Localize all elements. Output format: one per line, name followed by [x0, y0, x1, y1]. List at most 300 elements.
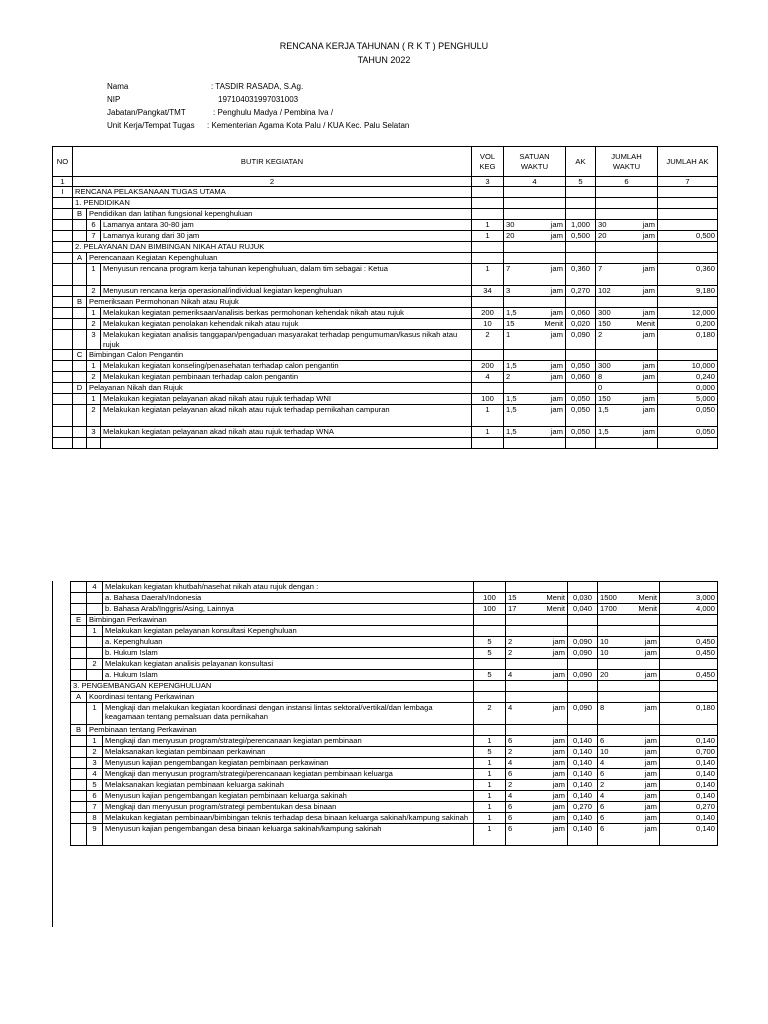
row-ak: 0,140 [568, 758, 598, 769]
row-jumlah-ak: 0,180 [658, 330, 718, 350]
row-jumlah-ak [658, 242, 718, 253]
row-ak: 0,140 [568, 813, 598, 824]
row-item-number: 1 [87, 361, 101, 372]
row-item-number: 1 [87, 736, 103, 747]
table-row [71, 659, 718, 670]
row-vol [474, 725, 506, 736]
row-no [53, 438, 73, 449]
row-vol: 5 [474, 747, 506, 758]
page2-left-border [52, 581, 53, 927]
row-item-number: 2 [87, 659, 103, 670]
row-activity: b. Hukum Islam [103, 648, 474, 659]
row-satuan-waktu-value: 2 [506, 372, 511, 382]
table-row [53, 264, 718, 286]
row-jumlah-ak: 0,450 [660, 637, 718, 648]
row-vol [474, 582, 506, 593]
row-jumlah-waktu [598, 626, 660, 637]
row-jumlah-waktu [598, 692, 660, 703]
row-jumlah-ak: 0,200 [658, 319, 718, 330]
row-jumlah-waktu-value: 8 [598, 372, 603, 382]
row-satuan-waktu [506, 670, 568, 681]
row-satuan-waktu-unit: jam [552, 802, 565, 811]
row-satuan-waktu-unit: jam [552, 747, 565, 756]
row-jumlah-ak: 0,140 [660, 758, 718, 769]
row-section [73, 286, 87, 297]
row-jumlah-waktu-value: 7 [598, 264, 603, 274]
row-jumlah-waktu [598, 725, 660, 736]
row-ak: 0,050 [566, 394, 596, 405]
row-satuan-waktu-unit: Menit [546, 593, 565, 602]
row-satuan-waktu-value: 6 [508, 813, 513, 822]
row-section [73, 438, 87, 449]
row-jumlah-waktu [596, 350, 658, 361]
row-jumlah-waktu [596, 264, 658, 286]
row-satuan-waktu [506, 780, 568, 791]
row-jumlah-waktu-value: 8 [600, 703, 605, 712]
row-satuan-waktu-value: 20 [506, 231, 515, 241]
unit-value: : Kementerian Agama Kota Palu / KUA Kec. Palu Selatan [207, 121, 410, 130]
row-ak: 1,000 [566, 220, 596, 231]
row-satuan-waktu-value: 1,5 [506, 394, 517, 404]
row-jumlah-waktu-value: 1,5 [598, 405, 609, 415]
row-jumlah-waktu-value: 102 [598, 286, 611, 296]
row-jumlah-ak: 0,140 [660, 736, 718, 747]
row-jumlah-waktu [596, 231, 658, 242]
row-no [53, 297, 73, 308]
row-ak [568, 615, 598, 626]
row-jumlah-ak [658, 198, 718, 209]
row-activity: Lamanya kurang dari 30 jam [101, 231, 472, 242]
row-jumlah-ak: 12,000 [658, 308, 718, 319]
row-section-title: Pendidikan dan latihan fungsional kepenghuluan [87, 209, 472, 220]
row-satuan-waktu-unit: jam [550, 330, 563, 340]
table-row [53, 231, 718, 242]
col-jumlah-waktu: JUMLAH WAKTU [596, 147, 658, 177]
row-ak: 0,090 [568, 670, 598, 681]
row-item-number: 2 [87, 286, 101, 297]
row-activity: Melakukan kegiatan analisis tanggapan/pengaduan masyarakat terhadap pengumuman/kasus nikah atau rujuk [101, 330, 472, 350]
row-section-title: Pelayanan Nikah dan Rujuk [87, 383, 472, 394]
row-activity: Melakukan kegiatan khutbah/nasehat nikah atau rujuk dengan : [103, 582, 474, 593]
row-jumlah-waktu-unit: jam [644, 791, 657, 800]
table-row [71, 813, 718, 824]
row-section [71, 637, 87, 648]
row-satuan-waktu-value: 1,5 [506, 427, 517, 437]
row-section: A [71, 692, 87, 703]
row-section: E [71, 615, 87, 626]
row-satuan-waktu-value: 6 [508, 736, 513, 745]
row-jumlah-ak: 0,240 [658, 372, 718, 383]
row-jumlah-waktu [596, 438, 658, 449]
row-satuan-waktu-value: 30 [506, 220, 515, 230]
row-satuan-waktu-unit: jam [550, 231, 563, 241]
row-satuan-waktu-unit: jam [550, 394, 563, 404]
row-satuan-waktu-unit: jam [552, 758, 565, 767]
row-item-number: 1 [87, 626, 103, 637]
row-activity: Melaksanakan kegiatan pembinaan keluarga sakinah [103, 780, 474, 791]
row-activity: Melakukan kegiatan pelayanan akad nikah atau rujuk terhadap WNA [101, 427, 472, 438]
row-jumlah-waktu [598, 813, 660, 824]
row-no [53, 319, 73, 330]
row-vol [472, 253, 504, 264]
row-heading: 1. PENDIDIKAN [73, 198, 472, 209]
row-jumlah-ak [660, 681, 718, 692]
row-activity: Menyusun kajian pengembangan desa binaan keluarga sakinah/kampung sakinah [103, 824, 474, 846]
row-ak: 0,090 [568, 648, 598, 659]
row-satuan-waktu-unit: jam [552, 637, 565, 646]
row-no [53, 394, 73, 405]
table-row [71, 604, 718, 615]
row-vol: 10 [472, 319, 504, 330]
row-section [71, 736, 87, 747]
row-satuan-waktu-unit: jam [550, 286, 563, 296]
row-jumlah-waktu-unit: jam [642, 330, 655, 340]
table-row [71, 648, 718, 659]
row-jumlah-ak: 0,050 [658, 427, 718, 438]
row-jumlah-waktu-value: 6 [600, 736, 605, 745]
row-satuan-waktu [506, 802, 568, 813]
row-satuan-waktu [504, 231, 566, 242]
row-ak: 0,030 [568, 593, 598, 604]
row-section [73, 308, 87, 319]
row-ak [568, 582, 598, 593]
row-jumlah-waktu [596, 427, 658, 438]
row-jumlah-waktu [598, 703, 660, 725]
row-vol [472, 198, 504, 209]
row-satuan-waktu-value: 1 [506, 330, 511, 340]
row-satuan-waktu-value: 2 [508, 780, 513, 789]
row-satuan-waktu [506, 681, 568, 692]
row-item-number: 4 [87, 582, 103, 593]
table-row [53, 220, 718, 231]
row-jumlah-waktu-value: 6 [600, 824, 605, 833]
table-row [53, 198, 718, 209]
row-satuan-waktu [504, 242, 566, 253]
row-vol: 4 [472, 372, 504, 383]
row-activity: Menyusun kajian pengembangan kegiatan pembinaan perkawinan [103, 758, 474, 769]
row-item-number [87, 670, 103, 681]
row-section: C [73, 350, 87, 361]
row-section [73, 330, 87, 350]
row-jumlah-waktu-unit: jam [642, 427, 655, 437]
row-jumlah-waktu [598, 736, 660, 747]
row-satuan-waktu [504, 394, 566, 405]
row-section [71, 780, 87, 791]
row-vol: 5 [474, 670, 506, 681]
row-satuan-waktu-value: 3 [506, 286, 511, 296]
table-row [71, 736, 718, 747]
row-satuan-waktu [504, 253, 566, 264]
row-jumlah-waktu-unit: Menit [638, 593, 657, 602]
row-satuan-waktu-unit: jam [552, 736, 565, 745]
row-ak [566, 253, 596, 264]
row-item-number: 9 [87, 824, 103, 846]
row-satuan-waktu-value: 15 [506, 319, 515, 329]
row-satuan-waktu-value: 4 [508, 758, 513, 767]
row-satuan-waktu-unit: Menit [546, 604, 565, 613]
row-activity: Menyusun rencana program kerja tahunan kepenghuluan, dalam tim sebagai : Ketua [101, 264, 472, 286]
row-vol: 1 [474, 813, 506, 824]
row-jumlah-waktu-unit: jam [644, 637, 657, 646]
row-jumlah-waktu [596, 297, 658, 308]
row-section [73, 319, 87, 330]
row-satuan-waktu-unit: jam [552, 813, 565, 822]
jabatan-value: : Penghulu Madya / Pembina Iva / [213, 108, 334, 117]
row-jumlah-ak: 0,270 [660, 802, 718, 813]
row-satuan-waktu-value: 4 [508, 791, 513, 800]
table-row [71, 670, 718, 681]
row-jumlah-waktu-value: 6 [600, 769, 605, 778]
row-ak: 0,500 [566, 231, 596, 242]
row-activity: Melakukan kegiatan pembinaan/bimbingan teknis terhadap desa binaan keluarga sakinah/kampung sakinah [103, 813, 474, 824]
row-vol: 200 [472, 361, 504, 372]
row-jumlah-ak [658, 187, 718, 198]
nama-label: Nama [107, 82, 129, 91]
row-jumlah-waktu-value: 0 [598, 383, 603, 393]
row-jumlah-ak [658, 253, 718, 264]
row-jumlah-ak [658, 350, 718, 361]
row-jumlah-waktu [596, 187, 658, 198]
row-jumlah-ak: 0,140 [660, 824, 718, 846]
row-satuan-waktu-unit: jam [550, 372, 563, 382]
row-ak [568, 725, 598, 736]
row-jumlah-waktu-unit: Menit [638, 604, 657, 613]
row-jumlah-ak [660, 725, 718, 736]
row-jumlah-waktu-value: 300 [598, 361, 611, 371]
row-vol: 1 [472, 231, 504, 242]
row-jumlah-waktu [596, 405, 658, 427]
row-jumlah-waktu [598, 659, 660, 670]
row-jumlah-waktu-unit: jam [642, 361, 655, 371]
table-row [71, 725, 718, 736]
table-row [53, 350, 718, 361]
row-jumlah-waktu-value: 2 [598, 330, 603, 340]
row-ak [566, 242, 596, 253]
row-satuan-waktu-unit: jam [550, 427, 563, 437]
row-ak: 0,050 [566, 405, 596, 427]
row-satuan-waktu-value: 6 [508, 824, 513, 833]
row-section [71, 758, 87, 769]
row-satuan-waktu-value: 7 [506, 264, 511, 274]
row-jumlah-waktu-unit: jam [644, 813, 657, 822]
row-satuan-waktu-value: 1,5 [506, 308, 517, 318]
row-jumlah-waktu [596, 209, 658, 220]
row-satuan-waktu-unit: jam [552, 703, 565, 712]
row-jumlah-ak [660, 626, 718, 637]
row-vol [472, 242, 504, 253]
row-vol: 1 [474, 736, 506, 747]
row-vol: 1 [472, 405, 504, 427]
row-item-number: 1 [87, 264, 101, 286]
row-activity: Melakukan kegiatan pelayanan akad nikah atau rujuk terhadap WNI [101, 394, 472, 405]
row-jumlah-waktu [598, 681, 660, 692]
row-jumlah-ak [658, 220, 718, 231]
row-vol [474, 615, 506, 626]
table-row [53, 438, 718, 449]
row-section-title: Bimbingan Calon Pengantin [87, 350, 472, 361]
row-no [53, 308, 73, 319]
row-activity: a. Hukum Islam [103, 670, 474, 681]
row-no [53, 209, 73, 220]
row-vol: 2 [474, 703, 506, 725]
row-item-number: 6 [87, 791, 103, 802]
row-ak: 0,090 [566, 330, 596, 350]
row-jumlah-waktu [596, 242, 658, 253]
row-jumlah-ak: 0,450 [660, 648, 718, 659]
row-satuan-waktu [506, 582, 568, 593]
row-section-title: Pembinaan tentang Perkawinan [87, 725, 474, 736]
row-jumlah-waktu-value: 6 [600, 813, 605, 822]
row-satuan-waktu-unit: jam [552, 824, 565, 833]
row-section: D [73, 383, 87, 394]
row-section [71, 593, 87, 604]
row-satuan-waktu-value: 6 [508, 769, 513, 778]
table-row [53, 286, 718, 297]
row-item-number: 6 [87, 220, 101, 231]
activity-table-page2 [70, 581, 718, 846]
col-number: 6 [596, 177, 658, 187]
row-vol: 1 [472, 427, 504, 438]
row-jumlah-waktu-unit: jam [644, 670, 657, 679]
row-jumlah-waktu [596, 383, 658, 394]
row-jumlah-waktu-value: 6 [600, 802, 605, 811]
table-row [71, 747, 718, 758]
row-jumlah-waktu-value: 150 [598, 319, 611, 329]
unit-label: Unit Kerja/Tempat Tugas [107, 121, 195, 130]
row-jumlah-waktu [596, 394, 658, 405]
row-jumlah-waktu-value: 10 [600, 637, 609, 646]
row-jumlah-ak: 0,180 [660, 703, 718, 725]
row-satuan-waktu [506, 604, 568, 615]
row-satuan-waktu-value: 17 [508, 604, 517, 613]
row-ak [566, 350, 596, 361]
col-number: 4 [504, 177, 566, 187]
row-section [71, 802, 87, 813]
table-row [71, 802, 718, 813]
row-section [71, 582, 87, 593]
row-satuan-waktu-value: 15 [508, 593, 517, 602]
row-jumlah-ak: 4,000 [660, 604, 718, 615]
row-ak: 0,050 [566, 427, 596, 438]
table-row [71, 593, 718, 604]
row-satuan-waktu [504, 308, 566, 319]
row-satuan-waktu [504, 187, 566, 198]
row-jumlah-waktu [598, 791, 660, 802]
nip-label: NIP [107, 95, 121, 104]
row-activity: Mengkaji dan melakukan kegiatan koordinasi dengan instansi lintas sektoral/vertikal/dan lembaga keagamaan tentang pemalsuan data pernikahan [103, 703, 474, 725]
row-satuan-waktu-unit: jam [552, 670, 565, 679]
row-jumlah-waktu [598, 747, 660, 758]
row-item-number [87, 604, 103, 615]
row-jumlah-waktu [596, 361, 658, 372]
row-jumlah-waktu-value: 300 [598, 308, 611, 318]
row-satuan-waktu [504, 383, 566, 394]
row-ak [566, 198, 596, 209]
row-vol: 100 [472, 394, 504, 405]
row-section [71, 626, 87, 637]
row-jumlah-waktu-unit: jam [644, 758, 657, 767]
row-satuan-waktu [504, 361, 566, 372]
row-section-title: Koordinasi tentang Perkawinan [87, 692, 474, 703]
row-activity: Lamanya antara 30-80 jam [101, 220, 472, 231]
row-ak: 0,040 [568, 604, 598, 615]
row-jumlah-waktu-value: 10 [600, 648, 609, 657]
row-satuan-waktu-unit: jam [550, 361, 563, 371]
row-satuan-waktu [504, 209, 566, 220]
row-ak [568, 659, 598, 670]
table-row [71, 780, 718, 791]
row-jumlah-waktu [596, 253, 658, 264]
row-jumlah-waktu-unit: Menit [636, 319, 655, 329]
row-satuan-waktu-unit: jam [550, 220, 563, 230]
row-jumlah-ak: 5,000 [658, 394, 718, 405]
row-jumlah-waktu-value: 150 [598, 394, 611, 404]
row-satuan-waktu [506, 692, 568, 703]
row-jumlah-waktu [598, 769, 660, 780]
row-ak: 0,050 [566, 361, 596, 372]
row-ak: 0,270 [568, 802, 598, 813]
row-vol: 1 [472, 264, 504, 286]
row-jumlah-waktu-value: 1700 [600, 604, 617, 613]
row-ak [566, 297, 596, 308]
row-jumlah-waktu [596, 319, 658, 330]
table-row [53, 394, 718, 405]
row-jumlah-waktu-unit: jam [644, 703, 657, 712]
row-vol: 34 [472, 286, 504, 297]
row-activity: Melakukan kegiatan pelayanan akad nikah atau rujuk terhadap pernikahan campuran [101, 405, 472, 427]
row-jumlah-waktu-value: 20 [598, 231, 607, 241]
row-item-number: 3 [87, 758, 103, 769]
row-activity [101, 438, 472, 449]
row-no [53, 220, 73, 231]
row-activity: Mengkaji dan menyusun program/strategi/perencanaan kegiatan pembinaan keluarga [103, 769, 474, 780]
row-activity: Melakukan kegiatan pelayanan konsultasi Kepenghuluan [103, 626, 474, 637]
nip-value: 197104031997031003 [218, 95, 299, 104]
row-ak: 0,270 [566, 286, 596, 297]
row-satuan-waktu [506, 791, 568, 802]
row-no [53, 361, 73, 372]
row-satuan-waktu [506, 758, 568, 769]
row-item-number: 7 [87, 231, 101, 242]
row-vol [472, 209, 504, 220]
row-satuan-waktu [504, 286, 566, 297]
table-row [71, 703, 718, 725]
row-section [71, 747, 87, 758]
row-satuan-waktu [504, 297, 566, 308]
row-heading: 3. PENGEMBANGAN KEPENGHULUAN [71, 681, 474, 692]
row-activity: Melakukan kegiatan analisis pelayanan konsultasi [103, 659, 474, 670]
row-vol: 1 [474, 780, 506, 791]
row-satuan-waktu [504, 330, 566, 350]
table-row [53, 405, 718, 427]
row-satuan-waktu-value: 6 [508, 802, 513, 811]
row-jumlah-waktu [596, 372, 658, 383]
row-vol [474, 692, 506, 703]
row-activity: Menyusun rencana kerja operasional/individual kegiatan kepenghuluan [101, 286, 472, 297]
row-jumlah-waktu [598, 637, 660, 648]
row-heading: RENCANA PELAKSANAAN TUGAS UTAMA [73, 187, 472, 198]
row-satuan-waktu [506, 747, 568, 758]
table-row [53, 427, 718, 438]
row-no [53, 198, 73, 209]
row-jumlah-waktu-unit: jam [642, 308, 655, 318]
row-jumlah-waktu-value: 10 [600, 747, 609, 756]
row-satuan-waktu [506, 769, 568, 780]
row-item-number: 8 [87, 813, 103, 824]
row-jumlah-ak: 9,180 [658, 286, 718, 297]
table-row [71, 758, 718, 769]
table-row [71, 824, 718, 846]
